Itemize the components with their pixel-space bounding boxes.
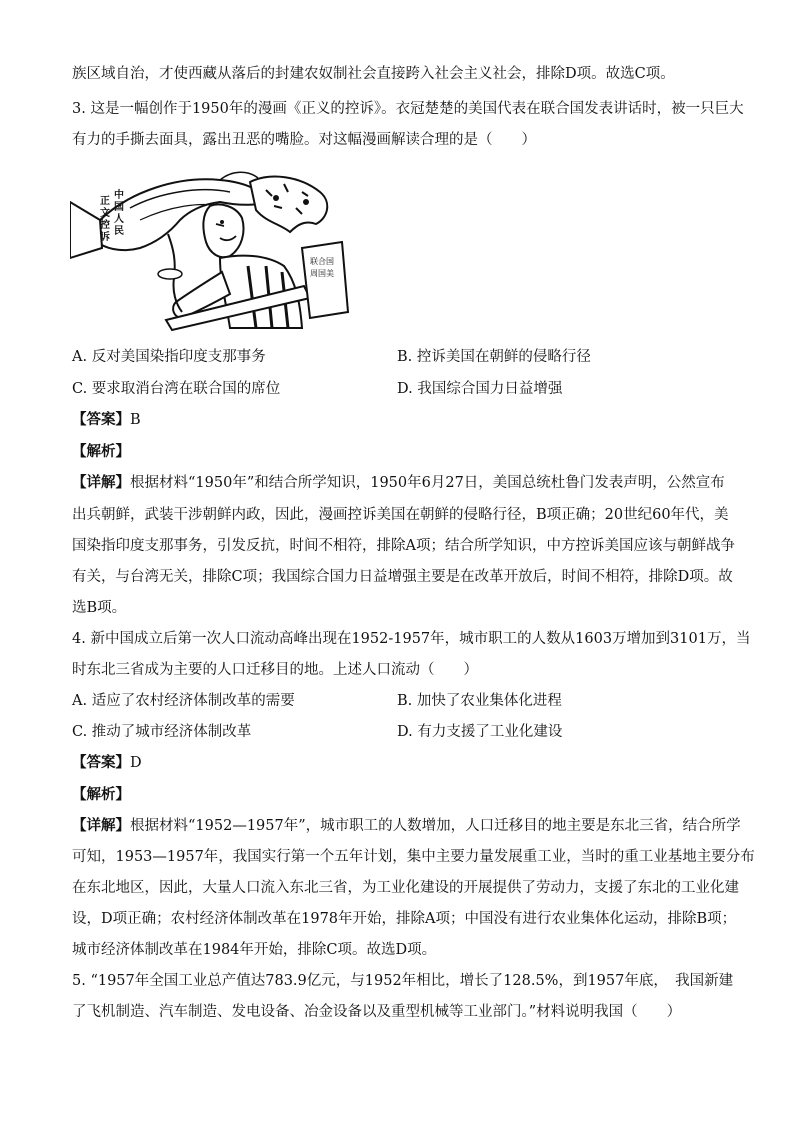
q4-detail-line-4: 设，D项正确；农村经济体制改革在1978年开始，排除A项；中国没有进行农业集体化运动，排除B项； xyxy=(72,911,737,927)
cartoon-label-right-2: 国 xyxy=(114,202,124,213)
sleeve xyxy=(70,202,102,258)
q4-stem-line-1: 4. 新中国成立后第一次人口流动高峰出现在1952-1957年，城市职工的人数从1603万增加到3101万，当 xyxy=(72,631,751,647)
detail-text: 根据材料“1950年”和结合所学知识，1950年6月27日，美国总统杜鲁门发表声明，公然宣布 xyxy=(130,475,725,491)
q4-option-a: A. 适应了农村经济体制改革的需要 xyxy=(72,693,295,709)
q3-answer xyxy=(72,410,141,430)
ugly-face xyxy=(203,205,243,258)
answer-value: B xyxy=(130,412,141,428)
answer-tag: 【答案】 xyxy=(72,411,130,428)
q4-answer xyxy=(72,753,142,773)
q3-option-d: D. 我国综合国力日益增强 xyxy=(397,381,563,397)
q4-analysis-tag xyxy=(72,785,130,805)
previous-answer-tail: 族区域自治，才使西藏从落后的封建农奴制社会直接跨入社会主义社会，排除D项。故选C项。 xyxy=(72,66,675,82)
cartoon-label-right-3: 人 xyxy=(114,214,124,225)
detail-text: 根据材料“1952—1957年”，城市职工的人数增加，人口迁移目的地主要是东北三省，结合所学 xyxy=(130,818,741,834)
q4-detail-line-3: 在东北地区，因此，大量人口流入东北三省，为工业化建设的开展提供了劳动力，支援了东北的工业化建 xyxy=(72,880,739,896)
q3-detail-line-3: 国染指印度支那事务，引发反抗，时间不相符，排除A项；结合所学知识，中方控诉美国应该与朝鲜战争 xyxy=(72,538,735,554)
un-paper xyxy=(302,242,348,318)
q3-option-b: B. 控诉美国在朝鲜的侵略行径 xyxy=(397,349,591,365)
paper-label-2: 周国美 xyxy=(310,269,334,278)
detail-tag: 【详解】 xyxy=(72,817,130,834)
q3-detail-line-5: 选B项。 xyxy=(72,600,127,616)
q3-detail-line-1 xyxy=(72,473,725,493)
q3-option-c: C. 要求取消台湾在联合国的席位 xyxy=(72,381,281,397)
q4-stem-line-2: 时东北三省成为主要的人口迁移目的地。上述人口流动（ ） xyxy=(72,662,478,678)
paper-label-1: 联合国 xyxy=(310,257,334,266)
analysis-tag: 【解析】 xyxy=(72,786,130,803)
q4-detail-line-5: 城市经济体制改革在1984年开始，排除C项。故选D项。 xyxy=(72,942,437,958)
q4-detail-line-2: 可知，1953—1957年，我国实行第一个五年计划，集中主要力量发展重工业，当时的重工业基地主要分布 xyxy=(72,849,755,865)
q3-stem-line-2: 有力的手撕去面具，露出丑恶的嘴脸。对这幅漫画解读合理的是（ ） xyxy=(72,132,536,148)
torn-mask xyxy=(250,177,327,232)
cartoon-label-left-4: 诉 xyxy=(100,232,110,243)
q3-detail-line-4: 有关，与台湾无关，排除C项；我国综合国力日益增强主要是在改革开放后，时间不相符，排除D项。故 xyxy=(72,569,733,585)
cartoon-label-right-4: 民 xyxy=(114,226,124,237)
cartoon-label-left-3: 控 xyxy=(100,220,110,231)
q4-option-c: C. 推动了城市经济体制改革 xyxy=(72,724,252,740)
cartoon-label-left-2: 文 xyxy=(100,208,110,219)
cartoon-label-right-1: 中 xyxy=(114,190,124,201)
detail-tag: 【详解】 xyxy=(72,474,130,491)
cartoon-justice-accusation xyxy=(70,162,362,332)
answer-tag: 【答案】 xyxy=(72,754,130,771)
q4-option-b: B. 加快了农业集体化进程 xyxy=(397,693,562,709)
q3-detail-line-2: 出兵朝鲜，武装干涉朝鲜内政，因此，漫画控诉美国在朝鲜的侵略行径，B项正确；20世纪60年代，美 xyxy=(72,507,729,523)
q4-detail-line-1 xyxy=(72,816,741,836)
cartoon-label-left-1: 正 xyxy=(100,196,110,207)
analysis-tag: 【解析】 xyxy=(72,443,130,460)
q4-option-d: D. 有力支援了工业化建设 xyxy=(397,724,563,740)
q3-stem-line-1: 3. 这是一幅创作于1950年的漫画《正义的控诉》。衣冠楚楚的美国代表在联合国发表讲话时，被一只巨大 xyxy=(72,101,744,117)
q3-option-a: A. 反对美国染指印度支那事务 xyxy=(72,349,266,365)
q5-stem-line-1: 5. “1957年全国工业总产值达783.9亿元，与1952年相比，增长了128.5%，到1957年底， 我国新建 xyxy=(72,973,734,989)
answer-value: D xyxy=(130,755,142,771)
q5-stem-line-2: 了飞机制造、汽车制造、发电设备、冶金设备以及重型机械等工业部门。”材料说明我国（ ） xyxy=(72,1004,682,1020)
q3-analysis-tag xyxy=(72,442,130,462)
